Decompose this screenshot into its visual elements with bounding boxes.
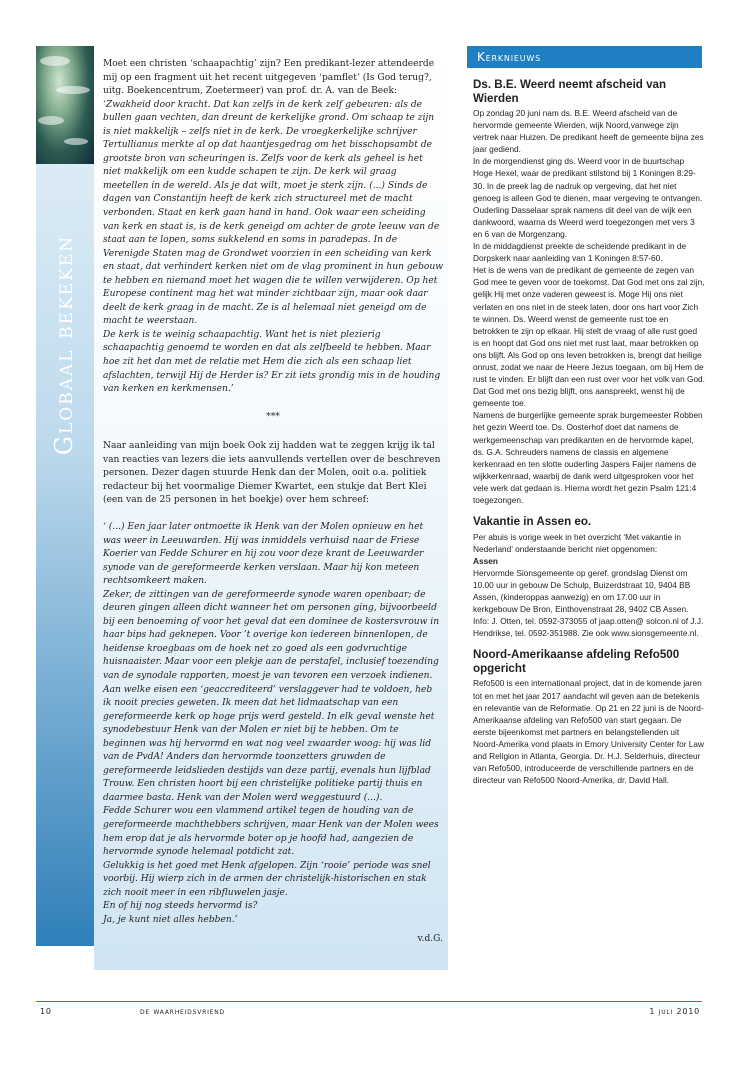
news-gap — [473, 506, 705, 515]
issue-date: 1 juli 2010 — [649, 1007, 700, 1016]
news-gap — [473, 639, 705, 648]
quote-paragraph: ‘ (...) Een jaar later ontmoette ik Henk van der Molen opnieuw en het was weer in Leeuwarden. Hij was inmiddels verhuisd naar de Friese Koerier van Fedde Schurer en hij zou voor deze krant de Leeuwarder synode van de gereformeerde kerken verslaan. Maar hij kon meteen rechtsomkeert maken. — [103, 521, 424, 587]
quote-paragraph: Gelukkig is het goed met Henk afgelopen. Zijn ‘rooie’ periode was snel voorbij. Hij wierp zich in de armen der christelijk-historischen en stak zich nooit meer in een ribfluwelen jasje. — [103, 860, 431, 898]
earth-globe-image — [36, 46, 94, 164]
news-paragraph: Hervormde Sionsgemeente op geref. grondslag Dienst om 10.00 uur in gebouw De Schulp, Buizerdstraat 10, 9404 BB Assen, (kinderoppas aanwezig) en om 17.00 uur in kerkgebouw De Bron, Einthovenstraat 28, 9402 CB Assen. Info: J. Otten, tel. 0592-373055 of jaap.otten@ solcon.nl of J.J. Hendrikse, tel. 0592-351988. Zie ook www.sionsgemeente.nl. — [473, 567, 704, 639]
news-column — [473, 78, 705, 786]
news-paragraph: Refo500 is een internationaal project, dat in de komende jaren tot en met het jaar 2017 aandacht wil geven aan de betekenis en relevantie van de Reformatie. Op 21 en 22 juni is de Noord-Amerikaanse afdeling van Refo500 van start gegaan. De eerste bijeenkomst met partners en belangstellenden uit Noord-Amerika vond plaats in Emory University Center for Law and Religion in Atlanta, Georgia. Dr. H.J. Selderhuis, directeur van Refo500, introduceerde de verschillende partners en de directeur van Refo500 Noord-Amerika, dr. David Hall. — [473, 678, 705, 786]
section-separator: *** — [266, 411, 280, 422]
page-number: 10 — [40, 1007, 52, 1016]
article-signature: v.d.G. — [417, 934, 443, 945]
news-paragraph: Namens de burgerlijke gemeente sprak burgemeester Robben het gezin Weerd toe. Ds. Oosterhof doet dat namens de werkgemeenschap van predikanten en de hervormde kapel, ds. G.A. Schreuders namens de classis en algemene kerkenraad en ten slotte ouderling Jaspers Faijer namens de wijkkerkenraad, waarbij de dank werd uitgesproken voor het vele werk dat gedaan is. Hierna wordt het gezin Psalm 121:4 toegezongen. — [473, 410, 703, 505]
section-title-text: Globaal bekeken — [50, 234, 78, 456]
publication-name: de waarheidsvriend — [140, 1007, 225, 1016]
quote-paragraph: Fedde Schurer wou een vlammend artikel tegen de houding van de gereformeerde machthebbers schrijven, maar Henk van der Molen wees hem erop dat je als hervormde boter op je hoofd had, aangezien de hervormde synode helemaal potdicht zat. — [103, 806, 439, 858]
news-subheading: Assen — [473, 555, 498, 566]
article-paragraph: Moet een christen ‘schaapachtig’ zijn? Een predikant-lezer attendeerde mij op een fragment uit het recent uitgegeven ‘pamflet’ (Is God terug?, uitg. Boekencentrum, Zoetermeer) van prof. dr. A. van de Beek: — [103, 59, 435, 97]
section-title — [40, 180, 88, 510]
quote-paragraph: De kerk is te weinig schaapachtig. Want het is niet plezierig schaapachtig genoemd te worden en dat als zelfbeeld te hebben. Maar hoe zit het dan met de relatie met Hem die zich als een schaap liet afslachten, terwijl Hij de Herder is? Er zit iets grondig mis in de houding van kerken en kerkmensen.’ — [103, 329, 441, 395]
quote-paragraph: Aan welke eisen een ‘geaccrediteerd’ verslaggever had te voldoen, heb ik nooit precies geweten. Ik meen dat het lidmaatschap van een gereformeerde kerk op hoge prijs werd gesteld. In elk geval wenste het synodebestuur Henk van der Molen er niet bij te hebben. Om te beginnen was hij hervormd en wat nog veel zwaarder woog: hij was lid van de PvdA! Anders dan hervormde toonzetters gruwden de gereformeerde leidslieden destijds van deze partij, evenals hun lijfblad Trouw. Een christen hoort bij een christelijke politieke partij thuis en daarmee basta. Henk van der Molen werd weggestuurd (...). — [103, 684, 435, 803]
footer-divider — [36, 1001, 702, 1002]
article-paragraph: Naar aanleiding van mijn boek Ook zij hadden wat te zeggen krijg ik tal van reacties van lezers die iets aanvullends vertellen over de beschreven personen. Dezer dagen stuurde Henk dan der Molen, ooit o.a. politiek redacteur bij het voormalige Diemer Kwartet, een stukje dat Bert Klei (een van de 25 personen in het boekje) over hem schreef: — [103, 441, 441, 506]
news-item-title: Noord-Amerikaanse afdeling Refo500 opgericht — [473, 648, 680, 675]
news-paragraph: Per abuis is vorige week in het overzicht ‘Met vakantie in Nederland’ onderstaande bericht niet opgenomen: — [473, 531, 681, 554]
news-section-header: Kerknieuws — [467, 46, 702, 68]
news-item-title: Ds. B.E. Weerd neemt afscheid van Wierden — [473, 78, 667, 105]
quote-paragraph: Zeker, de zittingen van de gereformeerde synode waren openbaar; de deuren gingen alleen dicht wanneer het om personen ging, bijvoorbeeld bij een benoeming of voor het geval dat een dominee de kostersvrouw in haar bips had geknepen. Voor ’t overige kon iedereen binnenlopen, de heidense kroegbaas om de hoek net zo goed als een godvruchtige huisnaaister. Maar voor een plekje aan de perstafel, inclusief toezending van de synodale rapporten, moest je van tevoren een verzoek indienen. — [103, 589, 440, 681]
quote-paragraph: ‘Zwakheid door kracht. Dat kan zelfs in de kerk zelf gebeuren: als de bullen gaan vechten, dan dreunt de kerkelijke grond. Om schaap te zijn is niet makkelijk – zelfs niet in de kerk. De vroegkerkelijke schrijver Tertullianus merkte al op dat haantjesgedrag om het bisschopsambt de grootste bron van scheuringen is. Zelfs voor de kerk als geheel is het niet makkelijk om een kudde schapen te zijn. De kerk wil graag meetellen in de wereld. Als je dat wilt, moet je sterk zijn. (...) Sinds de dagen van Constantijn heeft de kerk zich structureel met de macht verbonden. Staat en kerk gaan hand in hand. Ook waar een scheiding van kerk en staat is, is de kerk geneigd om achter de grote leeuw van de staat aan te lopen, soms sukkelend en soms in paradepas. In de Verenigde Staten mag de Grondwet voorzien in een scheiding van kerk en staat, dat verhindert kerken niet om de vlag prominent in hun gebouw te hebben en niemand moet het wagen die te willen verwijderen. Op het Europese continent mag het wat minder zichtbaar zijn, maar ook daar deelt de kerk graag in de macht. Ze is al helemaal niet geneigd om de macht te weerstaan. — [103, 99, 444, 327]
main-article — [103, 58, 443, 947]
news-paragraph: In de middagdienst preekte de scheidende predikant in de Dorpskerk naar aanleiding van 1 Koningen 8:57-60. — [473, 241, 687, 264]
quote-paragraph: En of hij nog steeds hervormd is? — [103, 901, 258, 912]
news-paragraph: In de morgendienst ging ds. Weerd voor in de buurtschap Hoge Hexel, waar de predikant stilstond bij 1 Koningen 8:29-30. In de preek lag de nadruk op vergeving, dat het niet genoeg is alleen God te dienen, maar vergeving te ontvangen. Ouderling Dasselaar sprak namens dit deel van de wijk een dankwoord, waarna ds Weerd werd toegezongen met vers 3 en 6 van de Morgenzang. — [473, 156, 703, 239]
news-paragraph: Op zondag 20 juni nam ds. B.E. Weerd afscheid van de hervormde gemeente Wierden, wijk Noord,vanwege zijn vertrek naar Huizen. De predikant heeft de gemeente bijna zes jaar gediend. — [473, 108, 704, 155]
quote-paragraph: Ja, je kunt niet alles hebben.’ — [103, 914, 238, 925]
news-item-title: Vakantie in Assen eo. — [473, 515, 592, 529]
news-paragraph: Het is de wens van de predikant de gemeente de zegen van God mee te geven voor de toekomst. Dat God met ons zal zijn, gelijk Hij met onze vaderen geweest is. Moge Hij ons niet verlaten en ons niet in de steek laten, door ons hart voor Zich te winnen. Ds. Weerd wenst de gemeente rust toe en betrokken te zijn op elkaar. Hij stelt de vraag of alle rust goed is en hoopt dat God ons niet met rust laat, maar betrokken op ons blijft. Als God op ons leven betrokken is, brengt dat heilige onrust, zodat we naar de Heere Jezus toegaan, om bij Hem de rust te vinden. Er blijft dan een rust over voor het volk van God. Dat God met ons bezig blijft, ons aanspreekt, wenst hij de gemeente toe. — [473, 265, 705, 409]
